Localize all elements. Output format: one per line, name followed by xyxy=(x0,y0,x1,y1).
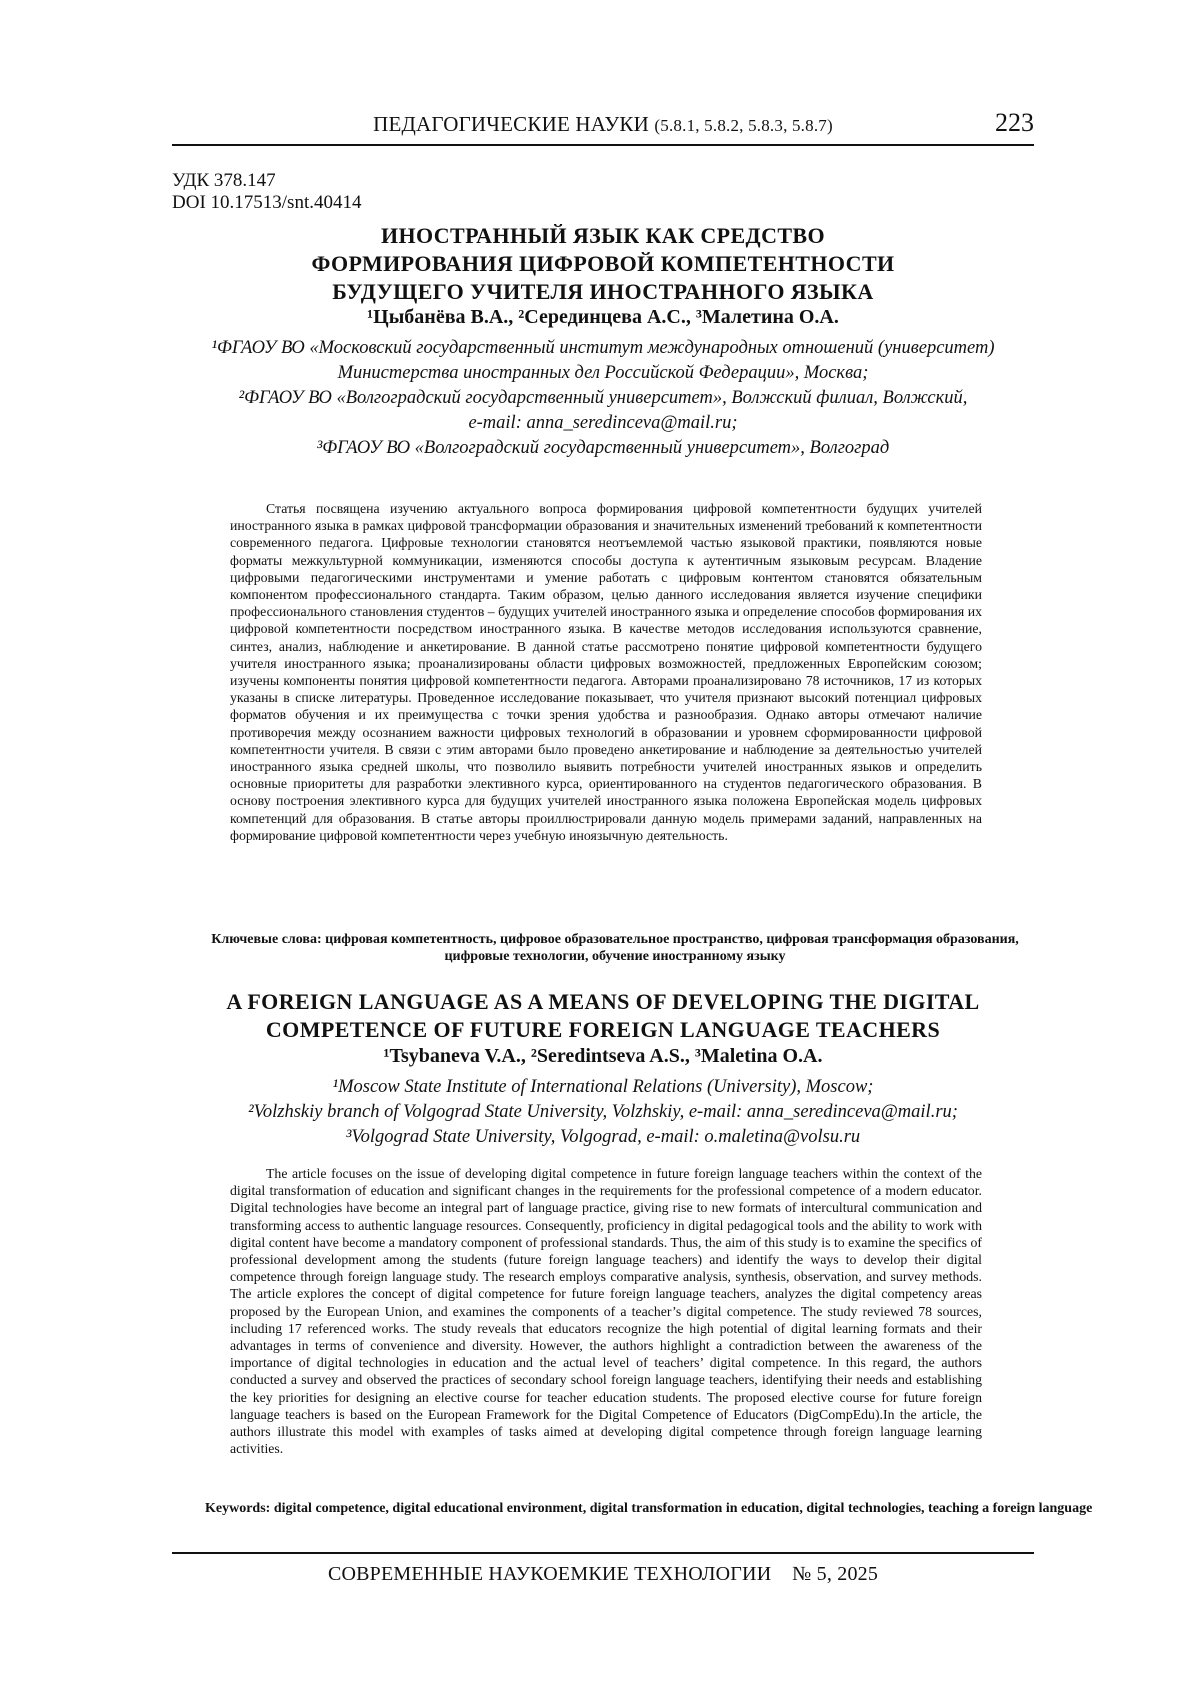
affiliations-en xyxy=(172,1075,1034,1150)
footer-rule xyxy=(172,1552,1034,1554)
journal-section: ПЕДАГОГИЧЕСКИЕ НАУКИ xyxy=(373,112,649,136)
abstract-en: The article focuses on the issue of developing digital competence in future foreign language teachers within the context of the digital transformation of education and significant changes in the requirements for the professional competence of a modern educator. Digital technologies have become an integral part of language practice, giving rise to new formats of intercultural communication and transforming access to authentic language resources. Consequently, proficiency in digital pedagogical tools and the ability to work with digital content have become a mandatory component of professional standards. Thus, the aim of this study is to examine the specifics of professional development among the students (future foreign language teachers) and identify the ways to develop their digital competence through foreign language study. The research employs comparative analysis, synthesis, observation, and survey methods. The article explores the concept of digital competence for future foreign language teachers, analyzes the digital competency areas proposed by the European Union, and examines the components of a teacher’s digital competence. The study reviewed 78 sources, including 17 referenced works. The study reveals that educators recognize the high potential of digital learning formats and their advantages in terms of convenience and diversity. However, the authors highlight a contradiction between the awareness of the importance of digital technologies in education and the actual level of teachers’ digital competence. In this regard, the authors conducted a survey and observed the practices of secondary school foreign language teachers, identifying their needs and establishing the key priorities for designing an elective course for teacher education students. The proposed elective course for future foreign language teachers is based on the European Framework for the Digital Competence of Educators (DigCompEdu).In the article, the authors illustrate this model with examples of tasks aimed at developing digital competence through foreign language learning activities. xyxy=(230,1166,982,1457)
running-header xyxy=(172,108,1034,142)
affiliations-ru xyxy=(172,336,1034,461)
section-codes: (5.8.1, 5.8.2, 5.8.3, 5.8.7) xyxy=(654,116,833,135)
issue-number: № 5, 2025 xyxy=(792,1563,879,1585)
journal-name: СОВРЕМЕННЫЕ НАУКОЕМКИЕ ТЕХНОЛОГИИ xyxy=(327,1563,772,1585)
title-ru-line: БУДУЩЕГО УЧИТЕЛЯ ИНОСТРАННОГО ЯЗЫКА xyxy=(332,279,874,304)
affiliation-line: e-mail: anna_seredinceva@mail.ru; xyxy=(468,413,738,433)
title-ru-line: ИНОСТРАННЫЙ ЯЗЫК КАК СРЕДСТВО xyxy=(380,223,826,248)
abstract-ru: Статья посвящена изучению актуального вопроса формирования цифровой компетентности будущих учителей иностранного языка в рамках цифровой трансформации образования и значительных изменений требований к компетентности современного педагога. Цифровые технологии становятся неотъемлемой частью языковой практики, появляются новые форматы межкультурной коммуникации, изменяются способы доступа к аутентичным языковым ресурсам. Владение цифровыми педагогическими инструментами и умение работать с цифровым контентом становятся обязательным компонентом профессионального стандарта. Таким образом, целью данного исследования является изучение специфики профессионального становления студентов – будущих учителей иностранного языка и определение способов формирования их цифровой компетентности посредством иностранного языка. В качестве методов исследования используются сравнение, синтез, анализ, наблюдение и анкетирование. В данной статье рассмотрено понятие цифровой компетентности будущего учителя иностранного языка; проанализированы области цифровых возможностей, предложенных Европейским союзом; изучены компоненты понятия цифровой компетентности педагога. Авторами проанализировано 78 источников, 17 из которых указаны в списке литературы. Проведенное исследование показывает, что учителя признают высокий потенциал цифровых форматов обучения и их преимущества с точки зрения удобства и разнообразия. Однако авторы отмечают наличие противоречия между осознанием важности цифровых технологий в образовании и уровнем сформированности цифровой компетентности учителя. В связи с этим авторами было проведено анкетирование и наблюдение за деятельностью учителей иностранного языка средней школы, что позволило выявить потребности учителей иностранных языков и определить основные приоритеты для разработки элективного курса, ориентированного на студентов педагогического образования. В основу построения элективного курса для будущих учителей иностранного языка положена Европейская модель цифровых компетенций для образования. В статье авторы проиллюстрировали данную модель примерами заданий, направленных на формирование цифровой компетентности через учебную иноязычную деятельность. xyxy=(230,501,982,843)
header-section-title xyxy=(172,112,1034,137)
title-en-line: COMPETENCE OF FUTURE FOREIGN LANGUAGE TEACHERS xyxy=(265,1017,941,1042)
keywords-ru: Ключевые слова: цифровая компетентность, цифровое образовательное пространство, цифровая трансформация образования, цифровые технологии, обучение иностранному языку xyxy=(211,932,1019,964)
page-number: 223 xyxy=(995,108,1034,137)
authors-en: ¹Tsybaneva V.A., ²Seredintseva A.S., ³Maletina O.A. xyxy=(383,1045,823,1067)
title-en xyxy=(172,988,1034,1044)
title-en-line: A FOREIGN LANGUAGE AS A MEANS OF DEVELOPING THE DIGITAL xyxy=(226,989,980,1014)
header-rule xyxy=(172,144,1034,146)
affiliation-line: ¹ФГАОУ ВО «Московский государственный институт международных отношений (университет) xyxy=(211,338,995,358)
keywords-en: Keywords: digital competence, digital educational environment, digital transformation in education, digital technologies, teaching a foreign language xyxy=(205,1501,1093,1516)
affiliation-line: ²Volzhskiy branch of Volgograd State University, Volzhskiy, e-mail: anna_seredinceva@mail.ru; xyxy=(248,1102,958,1122)
affiliation-line: Министерства иностранных дел Российской Федерации», Москва; xyxy=(337,363,869,383)
article-meta xyxy=(172,170,361,214)
authors-ru: ¹Цыбанёва В.А., ²Серединцева А.С., ³Малетина О.А. xyxy=(367,306,839,328)
affiliation-line: ²ФГАОУ ВО «Волгоградский государственный университет», Волжский филиал, Волжский, xyxy=(238,388,968,408)
title-ru xyxy=(172,222,1034,306)
affiliation-line: ³Volgograd State University, Volgograd, e-mail: o.maletina@volsu.ru xyxy=(345,1127,861,1147)
affiliation-line: ¹Moscow State Institute of International Relations (University), Moscow; xyxy=(332,1077,874,1097)
affiliation-line: ³ФГАОУ ВО «Волгоградский государственный университет», Волгоград xyxy=(316,438,890,458)
udk-code: УДК 378.147 xyxy=(172,170,276,191)
title-ru-line: ФОРМИРОВАНИЯ ЦИФРОВОЙ КОМПЕТЕНТНОСТИ xyxy=(311,251,895,276)
doi: DOI 10.17513/snt.40414 xyxy=(172,192,362,213)
running-footer xyxy=(172,1563,1034,1586)
